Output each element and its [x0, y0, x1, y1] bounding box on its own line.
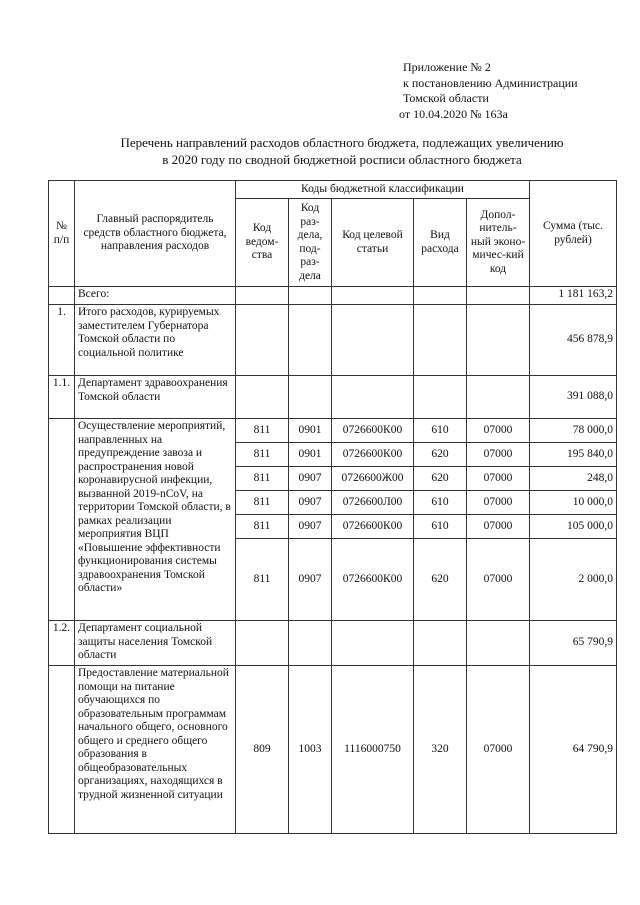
appendix-line: к постановлению Администрации	[403, 75, 578, 90]
cell-type: 610	[414, 419, 467, 443]
cell-section: 0907	[289, 467, 332, 491]
appendix-line: Томской области	[403, 91, 489, 105]
cell-extra: 07000	[467, 666, 530, 834]
cell-type: 320	[414, 666, 467, 834]
cell-dept: 811	[236, 467, 289, 491]
cell-dept: 811	[236, 539, 289, 621]
cell-dept: 811	[236, 491, 289, 515]
cell-dept: 809	[236, 666, 289, 834]
header-extra-code: Допол-нитель-ный эконо-мичес-кий код	[467, 199, 530, 287]
row-description: Осуществление мероприятий, направленных на предупреждение завоза и распространения новой коронавирусной инфекции, вызванной 2019-nCoV, на территории Томской области, в рамках реализации мероприятия ВЦП «Повышение эффективности функционирования системы здравоохранения Томской области»	[75, 419, 236, 621]
cell-target: 0726600Ж00	[332, 467, 414, 491]
header-codes-group: Коды бюджетной классификации	[236, 181, 530, 199]
table-row	[49, 419, 617, 443]
cell-sum: 64 790,9	[530, 666, 617, 834]
row-description: Предоставление материальной помощи на питание обучающихся по образовательным программам начального общего, основного общего и среднего общего образования в общеобразовательных организациях, находящихся в трудной жизненной ситуации	[75, 666, 236, 834]
cell-sum: 2 000,0	[530, 539, 617, 621]
budget-table	[48, 180, 617, 834]
cell-target: 0726600К00	[332, 539, 414, 621]
cell-extra: 07000	[467, 491, 530, 515]
cell-target: 0726600К00	[332, 515, 414, 539]
cell-sum: 195 840,0	[530, 443, 617, 467]
cell-target: 0726600К00	[332, 419, 414, 443]
total-label: Всего:	[75, 287, 236, 305]
group-row-1-2	[49, 621, 617, 666]
group-label: Департамент социальной защиты населения Томской области	[75, 621, 236, 666]
cell-section: 0901	[289, 443, 332, 467]
cell-section: 1003	[289, 666, 332, 834]
cell-type: 610	[414, 515, 467, 539]
group-label: Департамент здравоохранения Томской области	[75, 376, 236, 419]
cell-section: 0907	[289, 515, 332, 539]
appendix-line: от 10.04.2020 № 163а	[399, 106, 508, 121]
title-line: Перечень направлений расходов областного бюджета, подлежащих увеличению	[120, 135, 564, 150]
title-line: в 2020 году по сводной бюджетной росписи областного бюджета	[162, 152, 522, 167]
cell-sum: 10 000,0	[530, 491, 617, 515]
cell-dept: 811	[236, 419, 289, 443]
cell-extra: 07000	[467, 539, 530, 621]
cell-type: 620	[414, 443, 467, 467]
appendix-line: Приложение № 2	[403, 60, 491, 74]
group-num: 1.2.	[49, 621, 75, 666]
group-row-1-1	[49, 376, 617, 419]
table-row	[49, 666, 617, 834]
header-expense-type: Вид расхода	[414, 199, 467, 287]
group-row-1	[49, 305, 617, 376]
group-sum: 456 878,9	[530, 305, 617, 376]
cell-dept: 811	[236, 515, 289, 539]
cell-extra: 07000	[467, 515, 530, 539]
group-num: 1.	[49, 305, 75, 376]
cell-section: 0907	[289, 539, 332, 621]
appendix-block	[399, 60, 578, 122]
cell-type: 620	[414, 467, 467, 491]
total-row	[49, 287, 617, 305]
cell-extra: 07000	[467, 467, 530, 491]
group-sum: 65 790,9	[530, 621, 617, 666]
cell-target: 0726600Л00	[332, 491, 414, 515]
cell-extra: 07000	[467, 443, 530, 467]
cell-section: 0907	[289, 491, 332, 515]
cell-sum: 105 000,0	[530, 515, 617, 539]
cell-type: 620	[414, 539, 467, 621]
group-label: Итого расходов, курируемых заместителем Губернатора Томской области по социальной политике	[75, 305, 236, 376]
header-num: № п/п	[49, 181, 75, 287]
cell-type: 610	[414, 491, 467, 515]
cell-target: 1116000750	[332, 666, 414, 834]
cell-section: 0901	[289, 419, 332, 443]
cell-dept: 811	[236, 443, 289, 467]
header-dept-code: Код ведом-ства	[236, 199, 289, 287]
group-num: 1.1.	[49, 376, 75, 419]
cell-sum: 248,0	[530, 467, 617, 491]
cell-sum: 78 000,0	[530, 419, 617, 443]
cell-target: 0726600К00	[332, 443, 414, 467]
group-sum: 391 088,0	[530, 376, 617, 419]
cell-extra: 07000	[467, 419, 530, 443]
total-num	[49, 287, 75, 305]
header-target-code: Код целевой статьи	[332, 199, 414, 287]
header-manager: Главный распорядитель средств областного бюджета, направления расходов	[75, 181, 236, 287]
header-section-code: Код раз-дела, под-раз-дела	[289, 199, 332, 287]
total-sum: 1 181 163,2	[530, 287, 617, 305]
document-title	[40, 134, 640, 168]
header-sum: Сумма (тыс. рублей)	[530, 181, 617, 287]
